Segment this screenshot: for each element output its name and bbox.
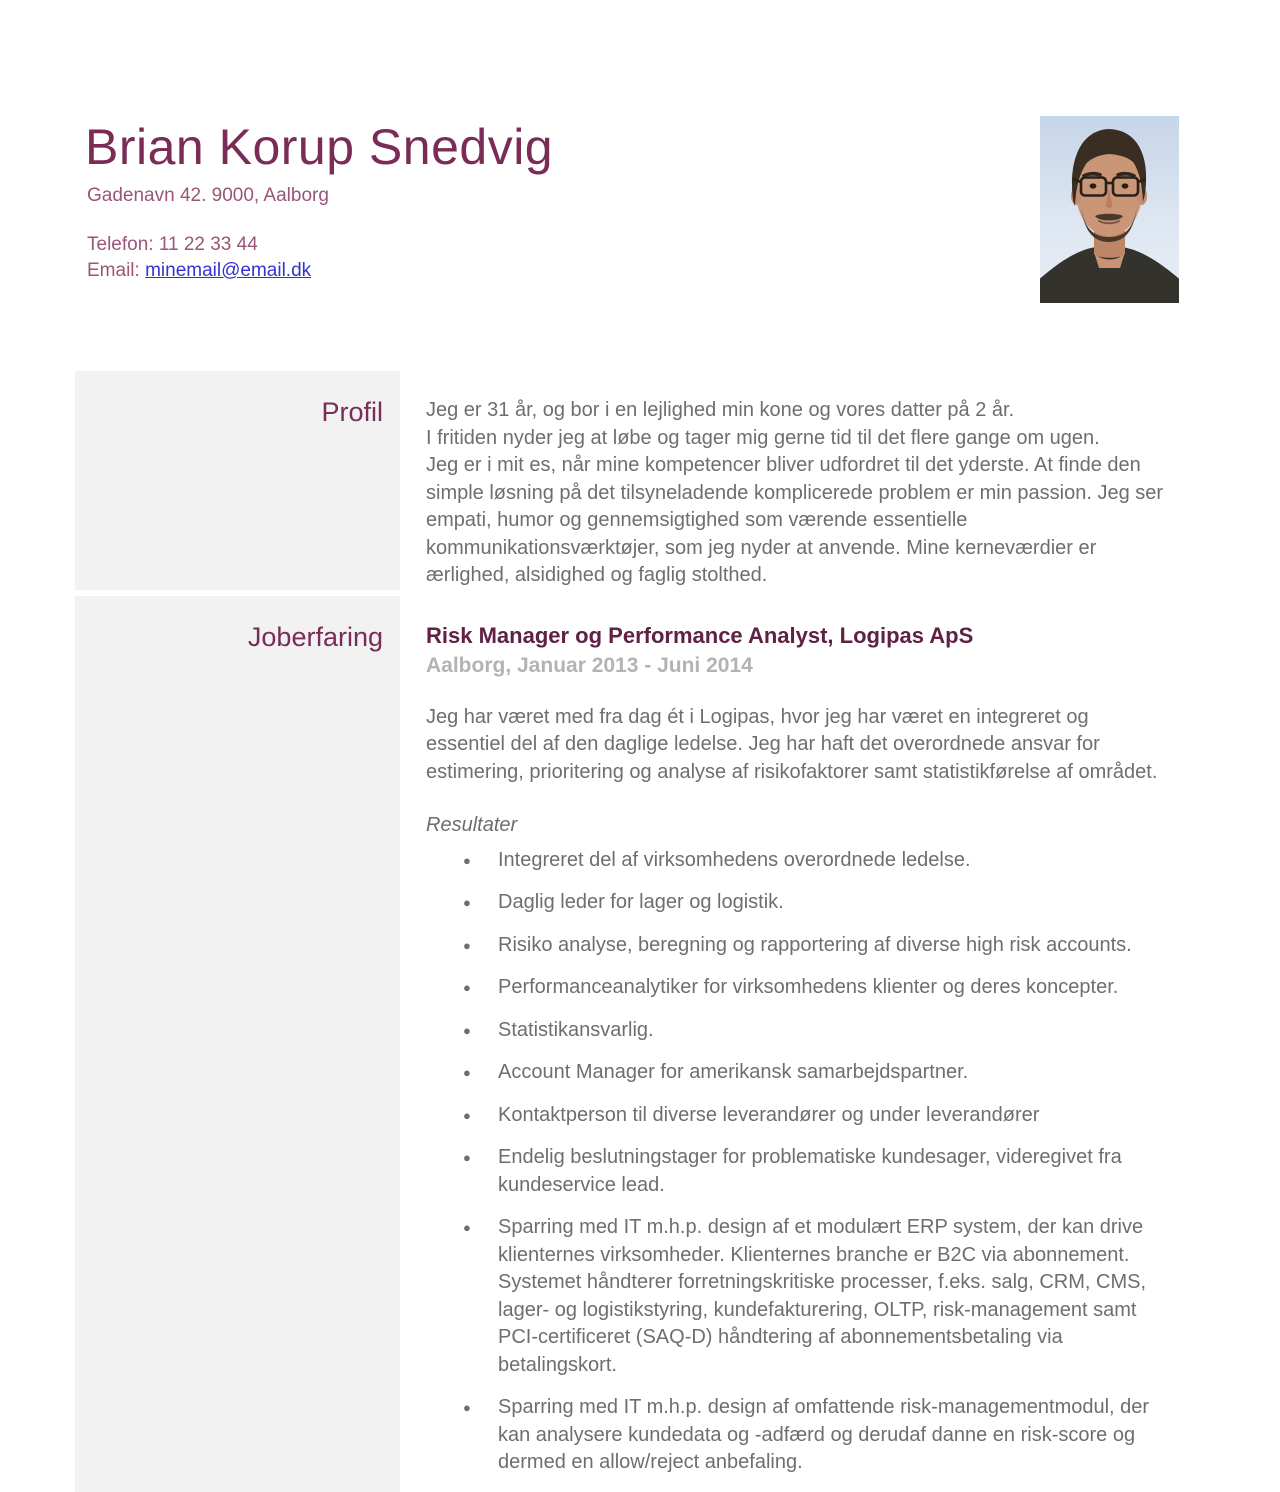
profil-text xyxy=(400,371,1205,590)
phone-value: 11 22 33 44 xyxy=(158,234,258,255)
result-text: Statistikansvarlig. xyxy=(498,1018,654,1041)
result-text: Sparring med IT m.h.p. design af et modulært ERP system, der kan drive klienternes virksomheder. Klienternes branche er B2C via abonnement. Systemet håndterer forretningskritiske processer, f.eks. salg, CRM, CMS, lager- og logistikstyring, kundefakturering, OLTP, risk-management samt PCI-certificeret (SAQ-D) håndtering af abonnementsbetaling via betalingskort. xyxy=(498,1216,1146,1376)
bullet-icon: ● xyxy=(463,895,471,910)
result-text: Risiko analyse, beregning og rapportering af diverse high risk accounts. xyxy=(498,933,1132,956)
result-item xyxy=(426,932,1165,960)
result-item xyxy=(426,1394,1165,1477)
bullet-icon: ● xyxy=(463,980,471,995)
section-profil xyxy=(75,371,1205,590)
bullet-icon: ● xyxy=(463,1220,471,1235)
section-label-profil: Profil xyxy=(75,371,400,590)
job-title: Risk Manager og Performance Analyst, Logipas ApS xyxy=(426,622,974,648)
result-item xyxy=(426,1017,1165,1045)
result-text: Kontaktperson til diverse leverandører og under leverandører xyxy=(498,1103,1040,1126)
email-link[interactable]: minemail@email.dk xyxy=(145,260,312,281)
phone-line xyxy=(87,232,311,258)
profil-paragraph: Jeg er 31 år, og bor i en lejlighed min kone og vores datter på 2 år. xyxy=(426,399,1015,421)
phone-label: Telefon: xyxy=(87,234,159,255)
profil-paragraph: I fritiden nyder jeg at løbe og tager mig gerne tid til det flere gange om ugen. xyxy=(426,426,1100,449)
result-text: Endelig beslutningstager for problematiske kundesager, videregivet fra kundeservice lead. xyxy=(498,1146,1122,1196)
result-text: Integreret del af virksomhedens overordnede ledelse. xyxy=(498,848,971,871)
bullet-icon: ● xyxy=(463,1107,471,1123)
job-period: Aalborg, Januar 2013 - Juni 2014 xyxy=(426,653,753,677)
joberfaring-content xyxy=(400,596,1205,1492)
result-item xyxy=(426,847,1165,875)
bullet-icon: ● xyxy=(463,1150,471,1165)
results-list xyxy=(426,847,1165,1477)
result-item xyxy=(426,974,1165,1002)
email-line xyxy=(87,258,311,284)
result-item xyxy=(426,1102,1165,1130)
bullet-icon: ● xyxy=(463,1022,471,1038)
main-content xyxy=(75,371,1205,1473)
address-line: Gadenavn 42. 9000, Aalborg xyxy=(87,185,329,206)
result-text: Account Manager for amerikansk samarbejdspartner. xyxy=(498,1061,969,1083)
portrait-photo xyxy=(1040,116,1179,303)
bullet-icon: ● xyxy=(463,937,471,953)
person-name: Brian Korup Snedvig xyxy=(85,119,554,175)
result-item xyxy=(426,889,1165,917)
profil-paragraph: Jeg er i mit es, når mine kompetencer bliver udfordret til det yderste. At finde den simple løsning på det tilsyneladende komplicerede problem er min passion. Jeg ser empati, humor og gennemsigtighed som værende essentielle kommunikationsværktøjer, som jeg nyder at anvende. Mine kerneværdier er ærlighed, alsidighed og faglig stolthed. xyxy=(426,454,1164,586)
bullet-icon: ● xyxy=(463,852,471,868)
email-label: Email: xyxy=(87,260,146,281)
result-text: Performanceanalytiker for virksomhedens klienter og deres koncepter. xyxy=(498,976,1119,998)
results-label: Resultater xyxy=(426,814,518,836)
result-text: Daglig leder for lager og logistik. xyxy=(498,891,784,913)
result-text: Sparring med IT m.h.p. design af omfattende risk-managementmodul, der kan analysere kundedata og -adfærd og derudaf danne en risk-score og dermed en allow/reject anbefaling. xyxy=(498,1396,1150,1473)
result-item xyxy=(426,1144,1165,1199)
job-intro: Jeg har været med fra dag ét i Logipas, hvor jeg har været en integreret og essentiel del af den daglige ledelse. Jeg har haft det overordnede ansvar for estimering, prioritering og analyse af risikofaktorer samt statistikførelse af området. xyxy=(426,705,1158,783)
bullet-icon: ● xyxy=(463,1065,471,1080)
section-label-joberfaring: Joberfaring xyxy=(75,596,400,1492)
result-item xyxy=(426,1059,1165,1087)
result-item xyxy=(426,1214,1165,1379)
contact-block xyxy=(87,232,311,284)
section-joberfaring xyxy=(75,596,1205,1492)
bullet-icon: ● xyxy=(463,1400,471,1415)
